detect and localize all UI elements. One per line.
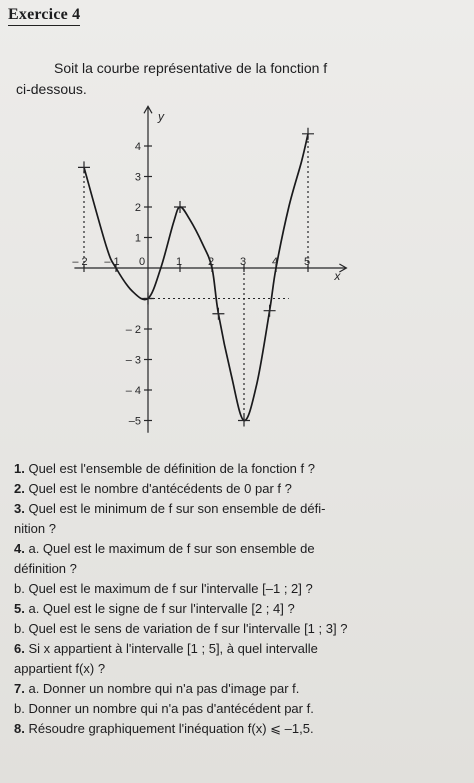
exercise-title: Exercice 4 <box>8 6 80 26</box>
y-tick-label: 2 <box>134 202 141 214</box>
question-line: b. Quel est le maximum de f sur l'intervalle [–1 ; 2] ? <box>14 581 313 596</box>
x-tick-label: 4 <box>272 256 279 268</box>
question-line: 7. a. Donner un nombre qui n'a pas d'image par f. <box>14 681 300 696</box>
y-axis-label: y <box>158 109 164 124</box>
question-line: 5. a. Quel est le signe de f sur l'intervalle [2 ; 4] ? <box>14 601 295 616</box>
x-tick-label: – 2 <box>72 256 88 268</box>
point-marker <box>142 293 154 305</box>
question-line: 8. Résoudre graphiquement l'inéquation f(x) ⩽ –1,5. <box>14 721 314 736</box>
question-list <box>14 459 466 739</box>
x-axis-label: x <box>334 269 341 283</box>
y-tick-label: – 2 <box>125 324 141 336</box>
question-line: 1. Quel est l'ensemble de définition de la fonction f ? <box>14 461 315 476</box>
x-tick-label: 0 <box>139 256 146 268</box>
y-tick-label: – 4 <box>125 385 141 397</box>
y-tick-label: –5 <box>128 415 141 428</box>
function-curve <box>84 134 311 421</box>
x-tick-label: 2 <box>208 256 215 268</box>
x-tick-label: 1 <box>176 256 183 268</box>
x-tick-label: 5 <box>304 256 311 268</box>
question-line: b. Donner un nombre qui n'a pas d'antécédent par f. <box>14 701 314 716</box>
x-tick-label: 3 <box>240 256 247 268</box>
y-tick-label: – 3 <box>125 354 141 367</box>
question-line: 3. Quel est le minimum de f sur son ensemble de défi- <box>14 501 326 516</box>
question-line: nition ? <box>14 521 56 536</box>
question-line: 6. Si x appartient à l'intervalle [1 ; 5], à quel intervalle <box>14 641 318 656</box>
x-tick-label: – 1 <box>104 256 120 268</box>
point-marker <box>212 308 224 320</box>
question-line: 4. a. Quel est le maximum de f sur son ensemble de <box>14 541 315 556</box>
question-line: b. Quel est le sens de variation de f sur l'intervalle [1 ; 3] ? <box>14 621 348 636</box>
point-marker <box>302 128 314 140</box>
question-line: 2. Quel est le nombre d'antécédents de 0 par f ? <box>14 481 292 496</box>
intro-line-1: Soit la courbe représentative de la fonction f <box>54 60 328 76</box>
intro-line-2: ci-dessous. <box>16 81 87 97</box>
y-tick-label: 3 <box>134 171 141 184</box>
question-line: appartient f(x) ? <box>14 661 106 676</box>
y-tick-label: 4 <box>134 141 141 153</box>
point-marker <box>78 161 90 173</box>
question-line: définition ? <box>14 561 77 576</box>
y-tick-label: 1 <box>134 232 141 245</box>
point-marker <box>264 305 276 317</box>
